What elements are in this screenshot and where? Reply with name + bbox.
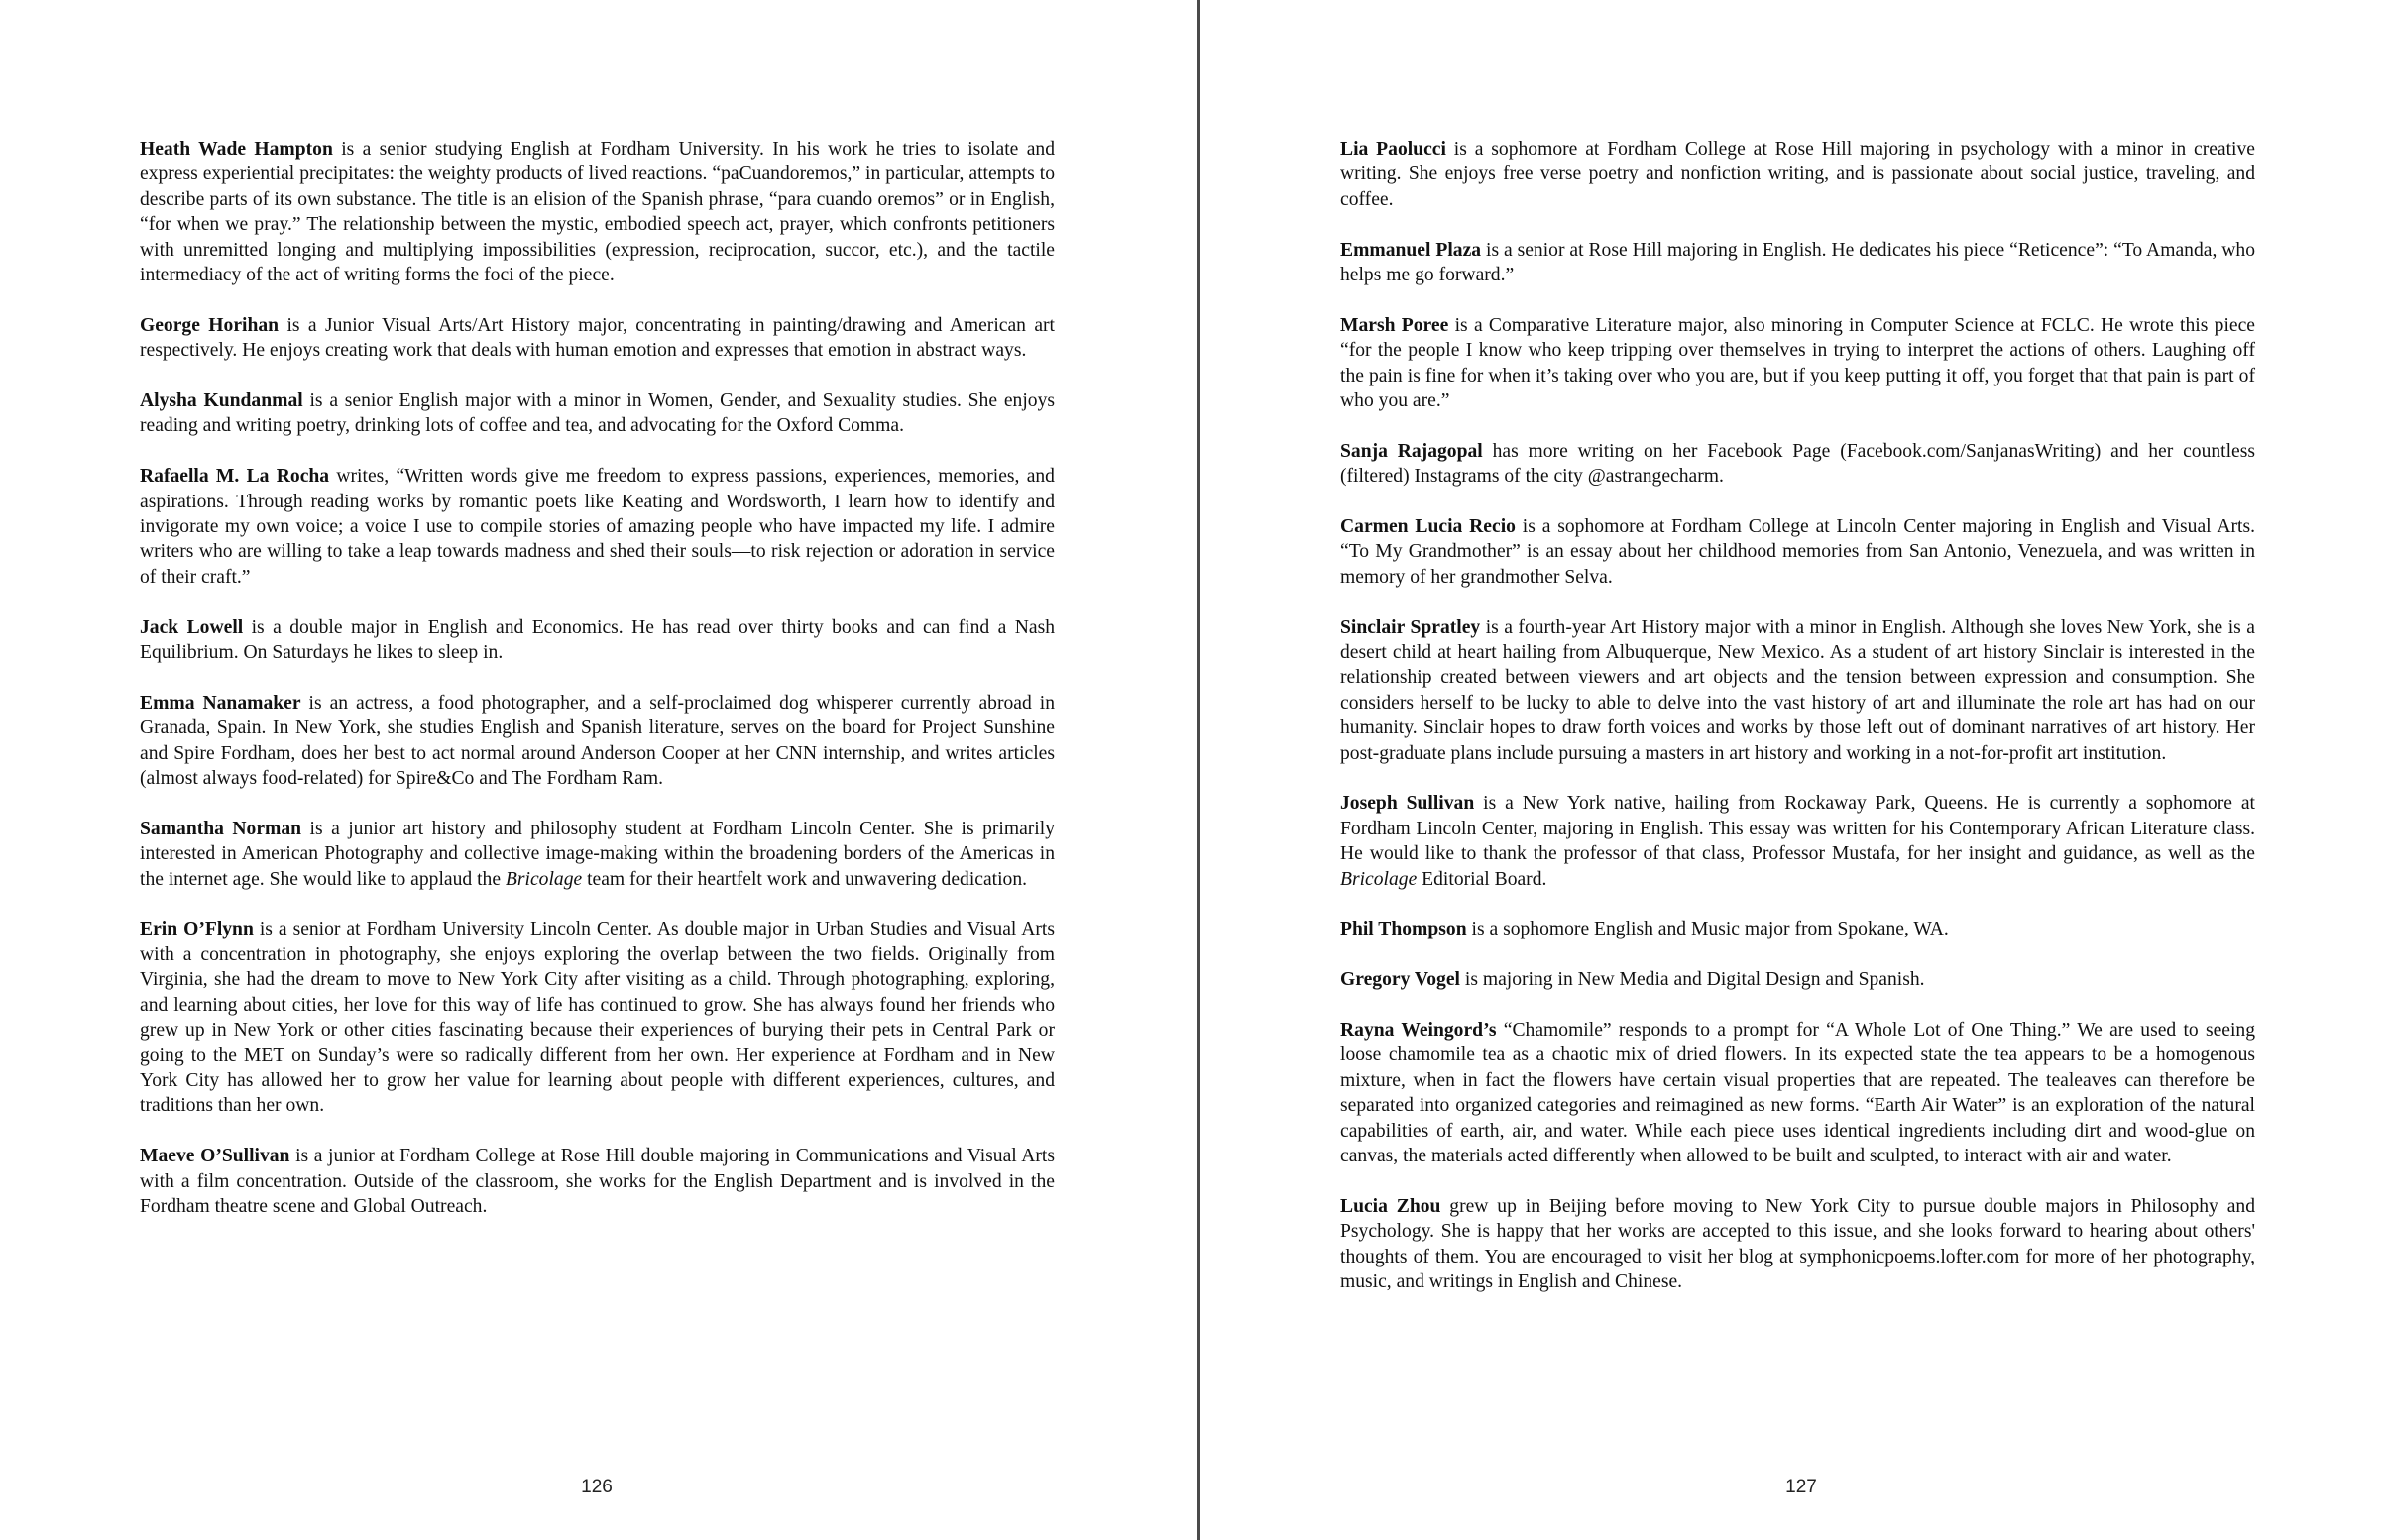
- bio-entry: [1340, 514, 2255, 590]
- bio-entry: [1340, 1194, 2255, 1295]
- page-gutter-divider: [1197, 0, 1200, 1540]
- bio-text: “Chamomile” responds to a prompt for “A Whole Lot of One Thing.” We are used to seeing loose chamomile tea as a chaotic mix of dried flowers. In its expected state the tea appears to be a homogenous mixture, when in fact the flowers have certain visual properties that are repeated. The tealeaves can therefore be separated into organized categories and reimagined as new forms. “Earth Air Water” is an exploration of the natural capabilities of earth, air, and water. While each piece uses identical ingredients including dirt and wood-glue on canvas, the materials acted differently when allowed to be built and sculpted, to interact with air and water.: [1340, 1020, 2255, 1167]
- bio-text: is a New York native, hailing from Rockaway Park, Queens. He is currently a sophomore at Fordham Lincoln Center, majoring in English. This essay was written for his Contemporary African Literature class. He would like to thank the professor of that class, Professor Mustafa, for her insight and guidance, as well as the: [1340, 793, 2255, 865]
- bio-entry: [140, 615, 1055, 666]
- bio-text: is a Junior Visual Arts/Art History major, concentrating in painting/drawing and American art respectively. He enjoys creating work that deals with human emotion and expresses that emotion in abstract ways.: [140, 314, 1056, 362]
- bio-entry: [1340, 238, 2255, 288]
- contributor-name: Sinclair Spratley: [1340, 616, 1481, 638]
- contributor-name: Rafaella M. La Rocha: [140, 466, 330, 488]
- bio-text: is majoring in New Media and Digital Design and Spanish.: [1460, 969, 1925, 991]
- contributor-name: Maeve O’Sullivan: [140, 1146, 290, 1167]
- bio-text: is a fourth-year Art History major with a minor in English. Although she loves New York, she is a desert child at heart hailing from Albuquerque, New Mexico. As a student of art history Sinclair is interested in the relationship created between viewers and art objects and the tension between expression and consumption. She considers herself to be lucky to able to delve into the vast history of art and illuminate the role art has had on our humanity. Sinclair hopes to draw forth voices and works by those left out of dominant narratives of art history. Her post-graduate plans include pursuing a masters in art history and working in a not-for-profit art institution.: [1340, 616, 2255, 764]
- bio-text: is a junior art history and philosophy student at Fordham Lincoln Center. She is primarily interested in American Photography and collective image-making within the broadening borders of the Americas in the internet age. She would like to applaud the: [140, 818, 1055, 890]
- bio-text: is a sophomore English and Music major from Spokane, WA.: [1466, 919, 1949, 940]
- contributor-name: Erin O’Flynn: [140, 919, 254, 940]
- right-page: [1201, 0, 2389, 1540]
- bio-text: is a senior at Rose Hill majoring in English. He dedicates his piece “Reticence”: “To Amanda, who helps me go forward.”: [1340, 239, 2256, 286]
- bio-text: has more writing on her Facebook Page (Facebook.com/SanjanasWriting) and her countless (filtered) Instagrams of the city @astrangecharm.: [1340, 440, 2256, 488]
- bio-text: is an actress, a food photographer, and a self-proclaimed dog whisperer currently abroad in Granada, Spain. In New York, she studies English and Spanish literature, serves on the board for Project Sunshine and Spire Fordham, does her best to act normal around Anderson Cooper at her CNN internship, and writes articles (almost always food-related) for Spire&Co and The Fordham Ram.: [140, 692, 1055, 790]
- bio-entry: [1340, 917, 2255, 941]
- bio-text: is a sophomore at Fordham College at Rose Hill majoring in psychology with a minor in creative writing. She enjoys free verse poetry and nonfiction writing, and is passionate about social justice, traveling, and coffee.: [1340, 139, 2255, 210]
- contributor-name: George Horihan: [140, 314, 280, 336]
- bio-entry: [140, 691, 1055, 792]
- publication-title: Bricolage: [505, 868, 583, 890]
- bio-entry: [1340, 967, 2255, 992]
- bio-text: is a senior English major with a minor in Women, Gender, and Sexuality studies. She enjoys reading and writing poetry, drinking lots of coffee and tea, and advocating for the Oxford Comma.: [140, 390, 1055, 437]
- publication-title: Bricolage: [1340, 868, 1418, 890]
- bio-entry: [1340, 439, 2255, 490]
- contributor-name: Jack Lowell: [140, 616, 244, 638]
- bio-text-after: Editorial Board.: [1417, 868, 1547, 890]
- bio-entry: [140, 388, 1055, 439]
- bio-text: is a Comparative Literature major, also minoring in Computer Science at FCLC. He wrote this piece “for the people I know who keep tripping over themselves in trying to interpret the actions of others. Laughing off the pain is fine for when it’s taking over who you are, but if you keep putting it off, you forget that that pain is part of who you are.”: [1340, 314, 2255, 412]
- bio-entry: [140, 1144, 1055, 1219]
- bio-text-after: team for their heartfelt work and unwavering dedication.: [582, 868, 1028, 890]
- contributor-name: Gregory Vogel: [1340, 969, 1460, 991]
- contributor-bios-left: [140, 137, 1055, 1245]
- bio-entry: [140, 817, 1055, 892]
- bio-entry: [140, 917, 1055, 1118]
- contributor-name: Samantha Norman: [140, 818, 302, 839]
- contributor-bios-right: [1340, 137, 2255, 1320]
- contributor-name: Emma Nanamaker: [140, 692, 301, 714]
- contributor-name: Alysha Kundanmal: [140, 390, 303, 412]
- contributor-name: Joseph Sullivan: [1340, 793, 1475, 815]
- contributor-name: Emmanuel Plaza: [1340, 239, 1482, 261]
- bio-entry: [1340, 313, 2255, 414]
- contributor-name: Marsh Poree: [1340, 314, 1449, 336]
- bio-text: is a junior at Fordham College at Rose Hill double majoring in Communications and Visual Arts with a film concentration. Outside of the classroom, she works for the English Department and is involved in the Fordham theatre scene and Global Outreach.: [140, 1146, 1056, 1217]
- bio-entry: [1340, 137, 2255, 212]
- contributor-name: Lia Paolucci: [1340, 139, 1446, 160]
- bio-entry: [140, 464, 1055, 590]
- page-number-left: 126: [581, 1477, 613, 1497]
- page-number-right: 127: [1785, 1477, 1817, 1497]
- bio-text: is a double major in English and Economics. He has read over thirty books and can find a Nash Equilibrium. On Saturdays he likes to sleep in.: [140, 616, 1055, 664]
- bio-text: is a senior studying English at Fordham University. In his work he tries to isolate and express experiential precipitates: the weighty products of lived reactions. “paCuandoremos,” in particular, attempts to describe parts of its own substance. The title is an elision of the Spanish phrase, “para cuando oremos” or in English, “for when we pray.” The relationship between the mystic, embodied speech act, prayer, which confronts petitioners with unremitted longing and multiplying impossibilities (expression, reciprocation, succor, etc.), and the tactile intermediacy of the act of writing forms the foci of the piece.: [140, 139, 1055, 286]
- bio-text: grew up in Beijing before moving to New York City to pursue double majors in Philosophy and Psychology. She is happy that her works are accepted to this issue, and she looks forward to hearing about others' thoughts of them. You are encouraged to visit her blog at symphonicpoems.lofter.com for more of her photography, music, and writings in English and Chinese.: [1340, 1195, 2255, 1293]
- bio-entry: [1340, 791, 2255, 892]
- bio-entry: [1340, 1018, 2255, 1168]
- contributor-name: Sanja Rajagopal: [1340, 440, 1483, 462]
- bio-entry: [1340, 615, 2255, 766]
- bio-entry: [140, 313, 1055, 364]
- contributor-name: Rayna Weingord’s: [1340, 1020, 1497, 1042]
- bio-entry: [140, 137, 1055, 287]
- bio-text: writes, “Written words give me freedom to express passions, experiences, memories, and aspirations. Through reading works by romantic poets like Keating and Wordsworth, I learn how to identify and invigorate my own voice; a voice I use to compile stories of amazing people who have impacted my life. I admire writers who are willing to take a leap towards madness and shed their souls—to risk rejection or adoration in service of their craft.”: [140, 466, 1055, 588]
- contributor-name: Phil Thompson: [1340, 919, 1467, 940]
- contributor-name: Lucia Zhou: [1340, 1195, 1441, 1217]
- bio-text: is a sophomore at Fordham College at Lincoln Center majoring in English and Visual Arts. “To My Grandmother” is an essay about her childhood memories from San Antonio, Venezuela, and was written in memory of her grandmother Selva.: [1340, 516, 2255, 588]
- contributor-name: Heath Wade Hampton: [140, 139, 333, 160]
- contributor-name: Carmen Lucia Recio: [1340, 516, 1516, 538]
- bio-text: is a senior at Fordham University Lincoln Center. As double major in Urban Studies and Visual Arts with a concentration in photography, she enjoys exploring the overlap between the two fields. Originally from Virginia, she had the dream to move to New York City after visiting as a child. Through photographing, exploring, and learning about cities, her love for this way of life has continued to grow. She has always found her friends who grew up in New York or other cities fascinating because their experiences of burying their pets in Central Park or going to the MET on Sunday’s were so radically different from her own. Her experience at Fordham and in New York City has allowed her to grow her value for learning about people with different experiences, cultures, and traditions than her own.: [140, 919, 1055, 1117]
